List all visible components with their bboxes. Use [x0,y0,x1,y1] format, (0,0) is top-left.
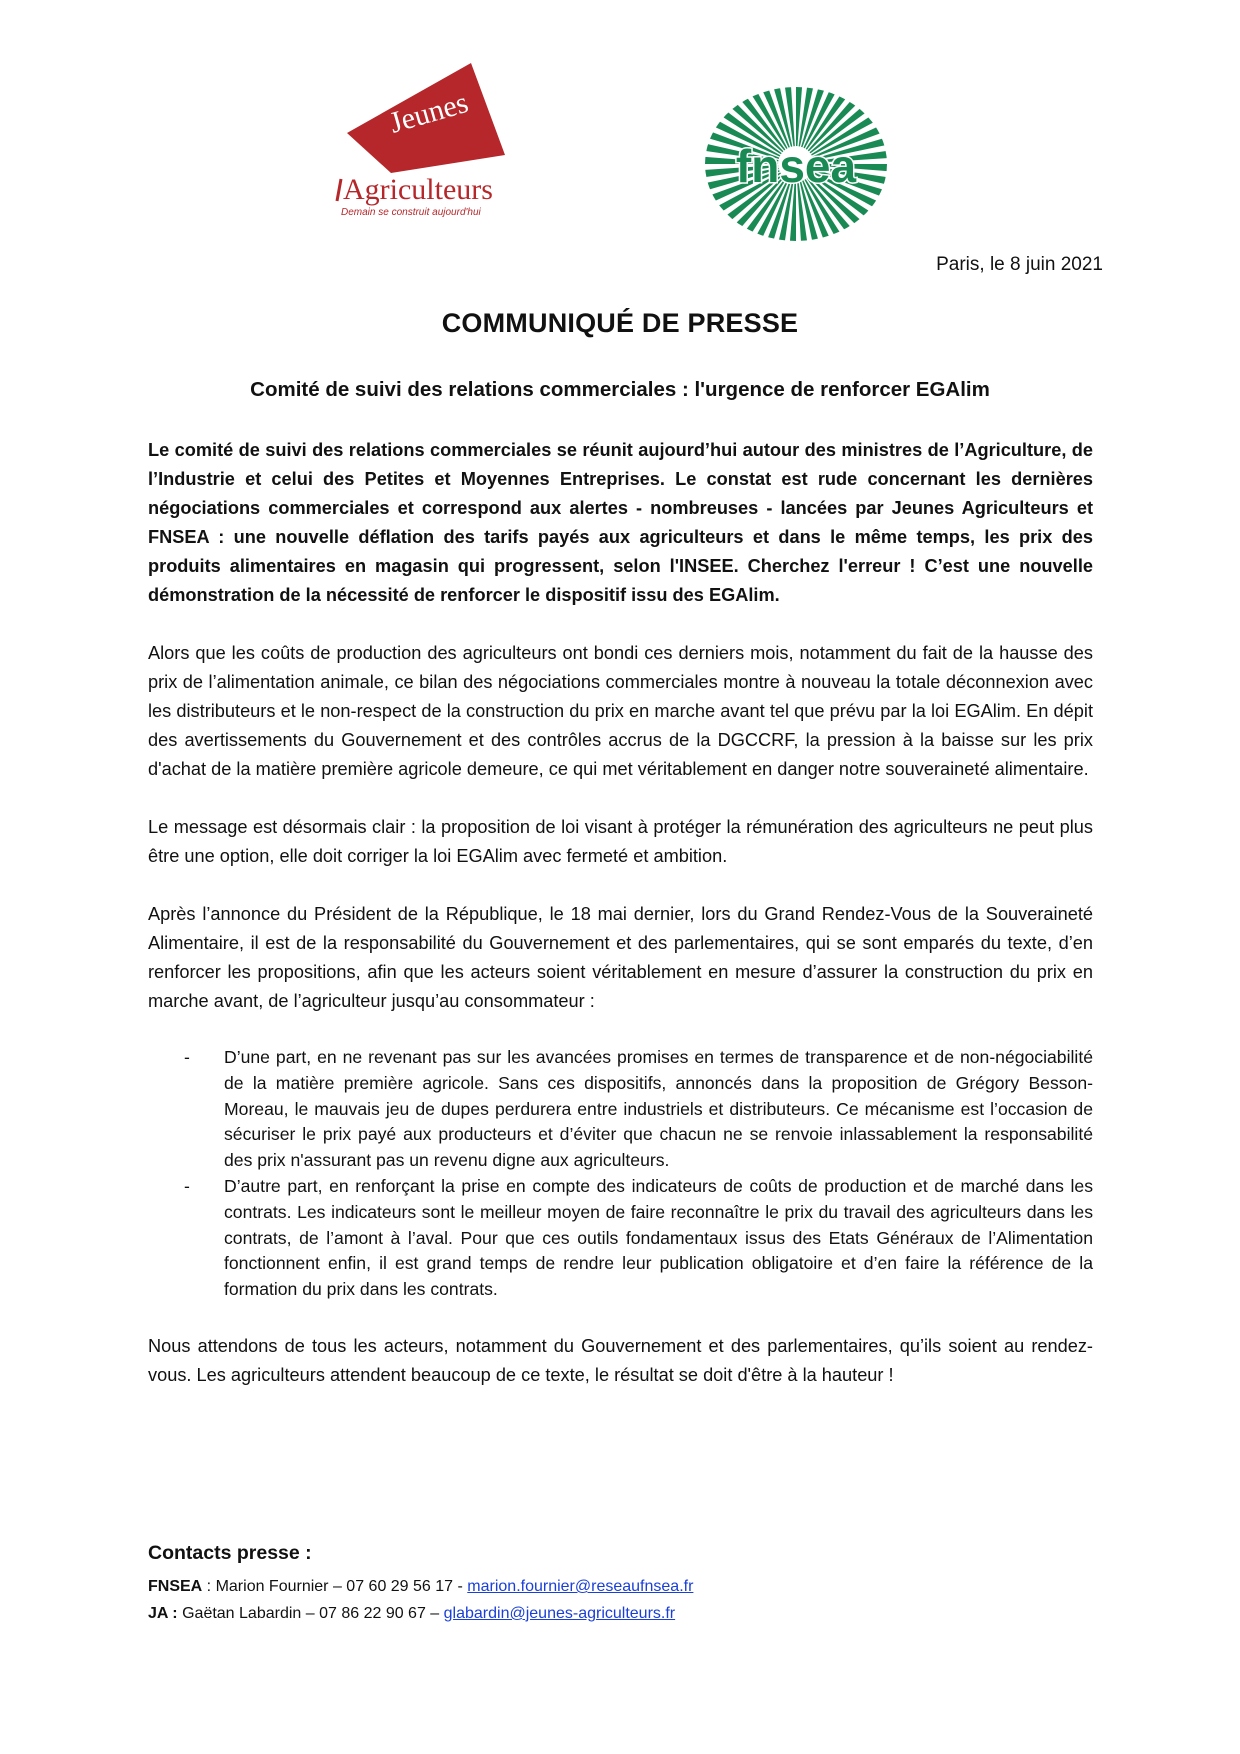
bullet-marker: - [184,1047,190,1067]
fnsea-logo [703,86,889,242]
contact-separator: : [202,1578,216,1595]
document-title: COMMUNIQUÉ DE PRESSE [441,308,799,338]
contact-org: FNSEA [148,1578,203,1595]
bullet-item [148,1045,1093,1174]
contact-row-fnsea [148,1573,1048,1600]
contact-email-link[interactable]: marion.fournier@reseaufnsea.fr [467,1578,694,1595]
ja-logo-line2: Agriculteurs [343,173,493,206]
bullet-text: D’une part, en ne revenant pas sur les avancées promises en termes de transparence et de non-négociabilité de la matière première agricole. Sans ces dispositifs, annoncés dans la proposition de Grégory Besson-Moreau, le mauvais jeu de dupes perdurera entre industriels et distributeurs. Ce mécanisme est l’occasion de sécuriser le prix payé aux producteurs et d’éviter que chacun ne se renvoie inlassablement la responsabilité des prix n'assurant pas un revenu digne aux agriculteurs. [224,1047,1093,1171]
document-subtitle: Comité de suivi des relations commerciales : l'urgence de renforcer EGAlim [250,378,990,401]
contact-email-link[interactable]: glabardin@jeunes-agriculteurs.fr [443,1605,676,1622]
lead-paragraph: Le comité de suivi des relations commerciales se réunit aujourd’hui autour des ministres de l’Agriculture, de l’Industrie et celui des Petites et Moyennes Entreprises. Le constat est rude concernant les dernières négociations commerciales et correspond aux alertes - nombreuses - lancées par Jeunes Agriculteurs et FNSEA : une nouvelle déflation des tarifs payés aux agriculteurs et dans le même temps, les prix des produits alimentaires en magasin qui progressent, selon l'INSEE. Cherchez l'erreur ! C’est une nouvelle démonstration de la nécessité de renforcer le dispositif issu des EGAlim. [148,440,1093,605]
ja-logo-line1: Jeunes [385,85,472,140]
contacts-heading: Contacts presse : [148,1542,312,1564]
contact-org: JA : [148,1605,178,1622]
paragraph-4: Après l’annonce du Président de la République, le 18 mai dernier, lors du Grand Rendez-Vous de la Souveraineté Alimentaire, il est de la responsabilité du Gouvernement et des parlementaires, qui se sont emparés du texte, d’en renforcer les propositions, afin que les acteurs soient véritablement en mesure d’assurer la construction du prix en marche avant, de l’agriculteur jusqu’au consommateur : [148,904,1093,1011]
contact-row-ja [148,1600,1048,1627]
bullet-text: D’autre part, en renforçant la prise en compte des indicateurs de coûts de production et de marché dans les contrats. Les indicateurs sont le meilleur moyen de faire reconnaître le prix du travail des agriculteurs dans les contrats, de l’amont à l’aval. Pour que ces outils fondamentaux issus des Etats Généraux de l’Alimentation fonctionnent enfin, il est grand temps de rendre leur publication obligatoire et d’en faire la référence de la formation du prix dans les contrats. [224,1175,1093,1300]
jeunes-agriculteurs-logo [333,55,533,225]
contact-details: Marion Fournier – 07 60 29 56 17 - [215,1578,468,1595]
bullet-marker: - [184,1175,190,1196]
fnsea-logo-text: fnsea [735,140,857,192]
release-date: Paris, le 8 juin 2021 [936,254,1103,275]
paragraph-2: Alors que les coûts de production des agriculteurs ont bondi ces derniers mois, notamment du fait de la hausse des prix de l’alimentation animale, ce bilan des négociations commerciales montre à nouveau la totale déconnexion avec les distributeurs et le non-respect de la construction du prix en marche avant tel que prévu par la loi EGAlim. En dépit des avertissements du Gouvernement et des contrôles accrus de la DGCCRF, la pression à la baisse sur les prix d'achat de la matière première agricole demeure, ce qui met véritablement en danger notre souveraineté alimentaire. [148,643,1093,779]
paragraph-5: Nous attendons de tous les acteurs, notamment du Gouvernement et des parlementaires, qu’ils soient au rendez-vous. Les agriculteurs attendent beaucoup de ce texte, le résultat se doit d'être à la hauteur ! [148,1335,1093,1385]
body-text [148,436,1093,1390]
paragraph-3: Le message est désormais clair : la proposition de loi visant à protéger la rémunération des agriculteurs ne peut plus être une option, elle doit corriger la loi EGAlim avec fermeté et ambition. [148,817,1093,866]
press-contacts [148,1542,1048,1627]
ja-logo-tagline: Demain se construit aujourd'hui [341,207,481,218]
bullet-list [148,1045,1093,1303]
contact-details: Gaëtan Labardin – 07 86 22 90 67 – [182,1605,444,1622]
bullet-item [148,1174,1093,1303]
